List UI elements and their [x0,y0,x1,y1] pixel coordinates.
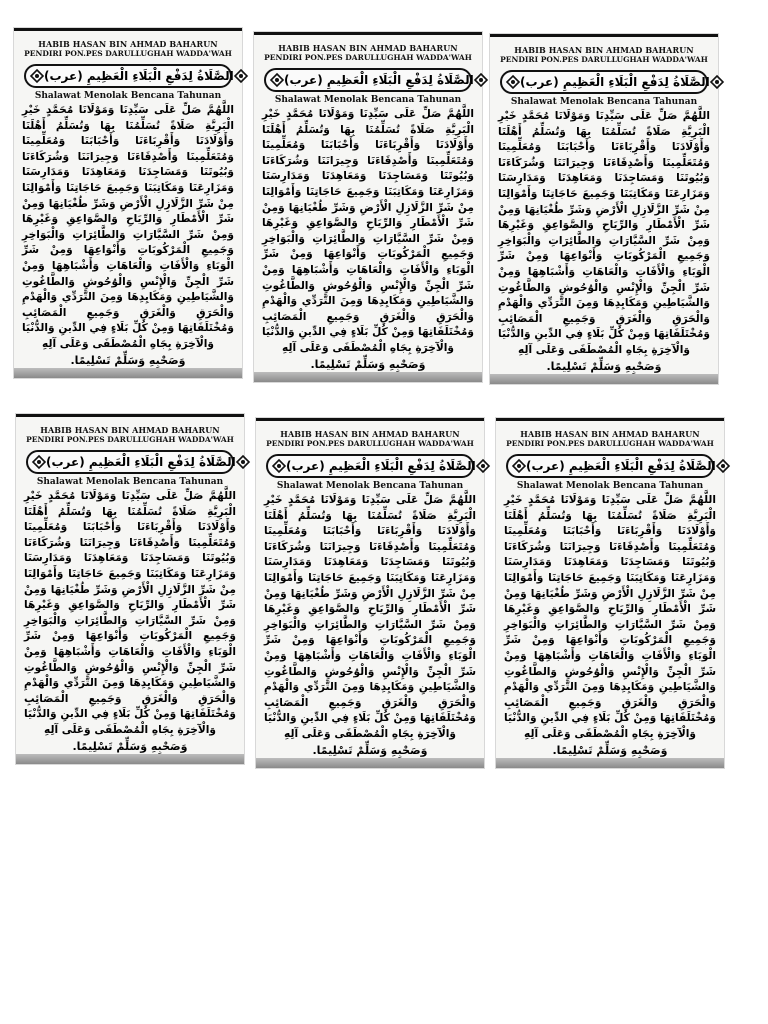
shalawat-card [256,418,484,768]
author-name: HABIB HASAN BIN AHMAD BAHARUN [278,43,458,53]
prayer-closing: وَصَحْبِهِ وَسَلِّمْ تَسْلِيمًا. [552,743,668,757]
arabic-title: الصَّلَاةُ لِدَفْعِ الْبَلَاءِ الْعَظِيمِ (عرب) [286,459,476,473]
card-subtitle: Shalawat Menolak Bencana Tahunan [516,481,704,491]
card-sheet [8,24,760,776]
title-frame [500,70,708,94]
prayer-text: اللَّهُمَّ صَلِّ عَلَى سَيِّدِنَا وَمَوْلَانَا مُحَمَّدٍ خَيْرِ الْبَرِيَّةِ صَلَاةً تُسَلِّمُنَا بِهَا وَتُسَلِّمُ أَهْلَنَا وَأَوْلَادَنَا وَأَقْرِبَاءَنَا وَأَحْبَابَنَا وَمُعَلِّمِينَا وَمُتَعَلِّمِينَا وَأَصْدِقَاءَنَا وَجِيرَانَنَا وَشُرَكَاءَنَا وَبُيُوتَنَا وَمَسَاجِدَنَا وَمَعَاهِدَنَا وَمَدَارِسَنَا وَمَزَارِعَنَا وَمَكَاتِبَنَا وَجَمِيعَ حَاجَاتِنَا وَأَمْوَالِنَا مِنْ شَرِّ الزَّلَازِلِ الْأَرْضِ وَشَرِّ طُغْيَانِهَا وَمِنْ شَرِّ الْأَمْطَارِ وَالرِّيَاحِ وَالصَّوَاعِقِ وَغَيْرِهَا وَمِنْ شَرِّ السَّيَّارَاتِ وَالطَّائِرَاتِ وَالْبَوَاخِرِ وَجَمِيعِ الْمَرْكُوبَاتِ وَأَنْوَاعِهَا وَمِنْ شَرِّ الْوَبَاءِ وَالْأَفَاتِ وَالْعَاهَاتِ وَأَشْبَاهِهَا وَمِنْ شَرِّ الْجِنِّ وَالْإِنْسِ وَالْوُحُوشِ وَالطَّاغُوتِ وَالشَّيَاطِينِ وَمَكَايِدِهَا وَمِنَ التَّرَدِّي وَالْهَدْمِ وَالْحَرَقِ وَالْغَرَقِ وَجَمِيعِ الْمَصَائِبِ وَمُخْتَلَفَاتِهَا وَمِنْ كُلِّ بَلَاءٍ فِي الدِّينِ وَالدُّنْيَا وَالْآخِرَةِ بِجَاهِ الْمُصْطَفَى وَعَلَى آلِهِ [504,494,716,740]
shalawat-card [496,418,724,768]
prayer-closing: وَصَحْبِهِ وَسَلِّمْ تَسْلِيمًا. [72,739,188,753]
ornament-icon [234,69,248,83]
institution-name: PENDIRI PON.PES DARULLUGHAH WADDA'WAH [26,435,234,444]
ornament-icon [512,459,526,473]
author-name: HABIB HASAN BIN AHMAD BAHARUN [280,429,460,439]
shalawat-card [254,32,482,382]
arabic-title: الصَّلَاةُ لِدَفْعِ الْبَلَاءِ الْعَظِيمِ (عرب) [284,73,474,87]
arabic-title: الصَّلَاةُ لِدَفْعِ الْبَلَاءِ الْعَظِيمِ (عرب) [46,455,236,469]
ornament-icon [272,459,286,473]
ornament-icon [506,75,520,89]
prayer-closing: وَصَحْبِهِ وَسَلِّمْ تَسْلِيمًا. [312,743,428,757]
author-name: HABIB HASAN BIN AHMAD BAHARUN [514,45,694,55]
institution-name: PENDIRI PON.PES DARULLUGHAH WADDA'WAH [24,49,232,58]
ornament-icon [476,459,490,473]
ornament-icon [710,75,724,89]
card-subtitle: Shalawat Menolak Bencana Tahunan [510,97,698,107]
shalawat-card [490,34,718,384]
ornament-icon [474,73,488,87]
prayer-closing: وَصَحْبِهِ وَسَلِّمْ تَسْلِيمًا. [70,353,186,367]
shalawat-card [14,28,242,378]
institution-name: PENDIRI PON.PES DARULLUGHAH WADDA'WAH [264,53,472,62]
card-subtitle: Shalawat Menolak Bencana Tahunan [36,477,224,487]
prayer-text: اللَّهُمَّ صَلِّ عَلَى سَيِّدِنَا وَمَوْلَانَا مُحَمَّدٍ خَيْرِ الْبَرِيَّةِ صَلَاةً تُسَلِّمُنَا بِهَا وَتُسَلِّمُ أَهْلَنَا وَأَوْلَادَنَا وَأَقْرِبَاءَنَا وَأَحْبَابَنَا وَمُعَلِّمِينَا وَمُتَعَلِّمِينَا وَأَصْدِقَاءَنَا وَجِيرَانَنَا وَشُرَكَاءَنَا وَبُيُوتَنَا وَمَسَاجِدَنَا وَمَعَاهِدَنَا وَمَدَارِسَنَا وَمَزَارِعَنَا وَمَكَاتِبَنَا وَجَمِيعَ حَاجَاتِنَا وَأَمْوَالِنَا مِنْ شَرِّ الزَّلَازِلِ الْأَرْضِ وَشَرِّ طُغْيَانِهَا وَمِنْ شَرِّ الْأَمْطَارِ وَالرِّيَاحِ وَالصَّوَاعِقِ وَغَيْرِهَا وَمِنْ شَرِّ السَّيَّارَاتِ وَالطَّائِرَاتِ وَالْبَوَاخِرِ وَجَمِيعِ الْمَرْكُوبَاتِ وَأَنْوَاعِهَا وَمِنْ شَرِّ الْوَبَاءِ وَالْأَفَاتِ وَالْعَاهَاتِ وَأَشْبَاهِهَا وَمِنْ شَرِّ الْجِنِّ وَالْإِنْسِ وَالْوُحُوشِ وَالطَّاغُوتِ وَالشَّيَاطِينِ وَمَكَايِدِهَا وَمِنَ التَّرَدِّي وَالْهَدْمِ وَالْحَرَقِ وَالْغَرَقِ وَجَمِيعِ الْمَصَائِبِ وَمُخْتَلَفَاتِهَا وَمِنْ كُلِّ بَلَاءٍ فِي الدِّينِ وَالدُّنْيَا وَالْآخِرَةِ بِجَاهِ الْمُصْطَفَى وَعَلَى آلِهِ [24,490,236,736]
card-subtitle: Shalawat Menolak Bencana Tahunan [34,91,222,101]
ornament-icon [270,73,284,87]
author-name: HABIB HASAN BIN AHMAD BAHARUN [38,39,218,49]
prayer-text: اللَّهُمَّ صَلِّ عَلَى سَيِّدِنَا وَمَوْلَانَا مُحَمَّدٍ خَيْرِ الْبَرِيَّةِ صَلَاةً تُسَلِّمُنَا بِهَا وَتُسَلِّمُ أَهْلَنَا وَأَوْلَادَنَا وَأَقْرِبَاءَنَا وَأَحْبَابَنَا وَمُعَلِّمِينَا وَمُتَعَلِّمِينَا وَأَصْدِقَاءَنَا وَجِيرَانَنَا وَشُرَكَاءَنَا وَبُيُوتَنَا وَمَسَاجِدَنَا وَمَعَاهِدَنَا وَمَدَارِسَنَا وَمَزَارِعَنَا وَمَكَاتِبَنَا وَجَمِيعَ حَاجَاتِنَا وَأَمْوَالِنَا مِنْ شَرِّ الزَّلَازِلِ الْأَرْضِ وَشَرِّ طُغْيَانِهَا وَمِنْ شَرِّ الْأَمْطَارِ وَالرِّيَاحِ وَالصَّوَاعِقِ وَغَيْرِهَا وَمِنْ شَرِّ السَّيَّارَاتِ وَالطَّائِرَاتِ وَالْبَوَاخِرِ وَجَمِيعِ الْمَرْكُوبَاتِ وَأَنْوَاعِهَا وَمِنْ شَرِّ الْوَبَاءِ وَالْأَفَاتِ وَالْعَاهَاتِ وَأَشْبَاهِهَا وَمِنْ شَرِّ الْجِنِّ وَالْإِنْسِ وَالْوُحُوشِ وَالطَّاغُوتِ وَالشَّيَاطِينِ وَمَكَايِدِهَا وَمِنَ التَّرَدِّي وَالْهَدْمِ وَالْحَرَقِ وَالْغَرَقِ وَجَمِيعِ الْمَصَائِبِ وَمُخْتَلَفَاتِهَا وَمِنْ كُلِّ بَلَاءٍ فِي الدِّينِ وَالدُّنْيَا وَالْآخِرَةِ بِجَاهِ الْمُصْطَفَى وَعَلَى آلِهِ [262,108,474,354]
ornament-icon [32,455,46,469]
card-subtitle: Shalawat Menolak Bencana Tahunan [276,481,464,491]
ornament-icon [236,455,250,469]
author-name: HABIB HASAN BIN AHMAD BAHARUN [520,429,700,439]
shalawat-card [16,414,244,764]
arabic-title: الصَّلَاةُ لِدَفْعِ الْبَلَاءِ الْعَظِيمِ (عرب) [520,75,710,89]
arabic-title: الصَّلَاةُ لِدَفْعِ الْبَلَاءِ الْعَظِيمِ (عرب) [44,69,234,83]
prayer-closing: وَصَحْبِهِ وَسَلِّمْ تَسْلِيمًا. [310,357,426,371]
ornament-icon [716,459,730,473]
card-subtitle: Shalawat Menolak Bencana Tahunan [274,95,462,105]
institution-name: PENDIRI PON.PES DARULLUGHAH WADDA'WAH [506,439,714,448]
title-frame [24,64,232,88]
title-frame [506,454,714,478]
author-name: HABIB HASAN BIN AHMAD BAHARUN [40,425,220,435]
arabic-title: الصَّلَاةُ لِدَفْعِ الْبَلَاءِ الْعَظِيمِ (عرب) [526,459,716,473]
prayer-text: اللَّهُمَّ صَلِّ عَلَى سَيِّدِنَا وَمَوْلَانَا مُحَمَّدٍ خَيْرِ الْبَرِيَّةِ صَلَاةً تُسَلِّمُنَا بِهَا وَتُسَلِّمُ أَهْلَنَا وَأَوْلَادَنَا وَأَقْرِبَاءَنَا وَأَحْبَابَنَا وَمُعَلِّمِينَا وَمُتَعَلِّمِينَا وَأَصْدِقَاءَنَا وَجِيرَانَنَا وَشُرَكَاءَنَا وَبُيُوتَنَا وَمَسَاجِدَنَا وَمَعَاهِدَنَا وَمَدَارِسَنَا وَمَزَارِعَنَا وَمَكَاتِبَنَا وَجَمِيعَ حَاجَاتِنَا وَأَمْوَالِنَا مِنْ شَرِّ الزَّلَازِلِ الْأَرْضِ وَشَرِّ طُغْيَانِهَا وَمِنْ شَرِّ الْأَمْطَارِ وَالرِّيَاحِ وَالصَّوَاعِقِ وَغَيْرِهَا وَمِنْ شَرِّ السَّيَّارَاتِ وَالطَّائِرَاتِ وَالْبَوَاخِرِ وَجَمِيعِ الْمَرْكُوبَاتِ وَأَنْوَاعِهَا وَمِنْ شَرِّ الْوَبَاءِ وَالْأَفَاتِ وَالْعَاهَاتِ وَأَشْبَاهِهَا وَمِنْ شَرِّ الْجِنِّ وَالْإِنْسِ وَالْوُحُوشِ وَالطَّاغُوتِ وَالشَّيَاطِينِ وَمَكَايِدِهَا وَمِنَ التَّرَدِّي وَالْهَدْمِ وَالْحَرَقِ وَالْغَرَقِ وَجَمِيعِ الْمَصَائِبِ وَمُخْتَلَفَاتِهَا وَمِنْ كُلِّ بَلَاءٍ فِي الدِّينِ وَالدُّنْيَا وَالْآخِرَةِ بِجَاهِ الْمُصْطَفَى وَعَلَى آلِهِ [22,104,234,350]
prayer-text: اللَّهُمَّ صَلِّ عَلَى سَيِّدِنَا وَمَوْلَانَا مُحَمَّدٍ خَيْرِ الْبَرِيَّةِ صَلَاةً تُسَلِّمُنَا بِهَا وَتُسَلِّمُ أَهْلَنَا وَأَوْلَادَنَا وَأَقْرِبَاءَنَا وَأَحْبَابَنَا وَمُعَلِّمِينَا وَمُتَعَلِّمِينَا وَأَصْدِقَاءَنَا وَجِيرَانَنَا وَشُرَكَاءَنَا وَبُيُوتَنَا وَمَسَاجِدَنَا وَمَعَاهِدَنَا وَمَدَارِسَنَا وَمَزَارِعَنَا وَمَكَاتِبَنَا وَجَمِيعَ حَاجَاتِنَا وَأَمْوَالِنَا مِنْ شَرِّ الزَّلَازِلِ الْأَرْضِ وَشَرِّ طُغْيَانِهَا وَمِنْ شَرِّ الْأَمْطَارِ وَالرِّيَاحِ وَالصَّوَاعِقِ وَغَيْرِهَا وَمِنْ شَرِّ السَّيَّارَاتِ وَالطَّائِرَاتِ وَالْبَوَاخِرِ وَجَمِيعِ الْمَرْكُوبَاتِ وَأَنْوَاعِهَا وَمِنْ شَرِّ الْوَبَاءِ وَالْأَفَاتِ وَالْعَاهَاتِ وَأَشْبَاهِهَا وَمِنْ شَرِّ الْجِنِّ وَالْإِنْسِ وَالْوُحُوشِ وَالطَّاغُوتِ وَالشَّيَاطِينِ وَمَكَايِدِهَا وَمِنَ التَّرَدِّي وَالْهَدْمِ وَالْحَرَقِ وَالْغَرَقِ وَجَمِيعِ الْمَصَائِبِ وَمُخْتَلَفَاتِهَا وَمِنْ كُلِّ بَلَاءٍ فِي الدِّينِ وَالدُّنْيَا وَالْآخِرَةِ بِجَاهِ الْمُصْطَفَى وَعَلَى آلِهِ [498,110,710,356]
institution-name: PENDIRI PON.PES DARULLUGHAH WADDA'WAH [266,439,474,448]
prayer-closing: وَصَحْبِهِ وَسَلِّمْ تَسْلِيمًا. [546,359,662,373]
prayer-text: اللَّهُمَّ صَلِّ عَلَى سَيِّدِنَا وَمَوْلَانَا مُحَمَّدٍ خَيْرِ الْبَرِيَّةِ صَلَاةً تُسَلِّمُنَا بِهَا وَتُسَلِّمُ أَهْلَنَا وَأَوْلَادَنَا وَأَقْرِبَاءَنَا وَأَحْبَابَنَا وَمُعَلِّمِينَا وَمُتَعَلِّمِينَا وَأَصْدِقَاءَنَا وَجِيرَانَنَا وَشُرَكَاءَنَا وَبُيُوتَنَا وَمَسَاجِدَنَا وَمَعَاهِدَنَا وَمَدَارِسَنَا وَمَزَارِعَنَا وَمَكَاتِبَنَا وَجَمِيعَ حَاجَاتِنَا وَأَمْوَالِنَا مِنْ شَرِّ الزَّلَازِلِ الْأَرْضِ وَشَرِّ طُغْيَانِهَا وَمِنْ شَرِّ الْأَمْطَارِ وَالرِّيَاحِ وَالصَّوَاعِقِ وَغَيْرِهَا وَمِنْ شَرِّ السَّيَّارَاتِ وَالطَّائِرَاتِ وَالْبَوَاخِرِ وَجَمِيعِ الْمَرْكُوبَاتِ وَأَنْوَاعِهَا وَمِنْ شَرِّ الْوَبَاءِ وَالْأَفَاتِ وَالْعَاهَاتِ وَأَشْبَاهِهَا وَمِنْ شَرِّ الْجِنِّ وَالْإِنْسِ وَالْوُحُوشِ وَالطَّاغُوتِ وَالشَّيَاطِينِ وَمَكَايِدِهَا وَمِنَ التَّرَدِّي وَالْهَدْمِ وَالْحَرَقِ وَالْغَرَقِ وَجَمِيعِ الْمَصَائِبِ وَمُخْتَلَفَاتِهَا وَمِنْ كُلِّ بَلَاءٍ فِي الدِّينِ وَالدُّنْيَا وَالْآخِرَةِ بِجَاهِ الْمُصْطَفَى وَعَلَى آلِهِ [264,494,476,740]
title-frame [266,454,474,478]
institution-name: PENDIRI PON.PES DARULLUGHAH WADDA'WAH [500,55,708,64]
ornament-icon [30,69,44,83]
title-frame [264,68,472,92]
title-frame [26,450,234,474]
